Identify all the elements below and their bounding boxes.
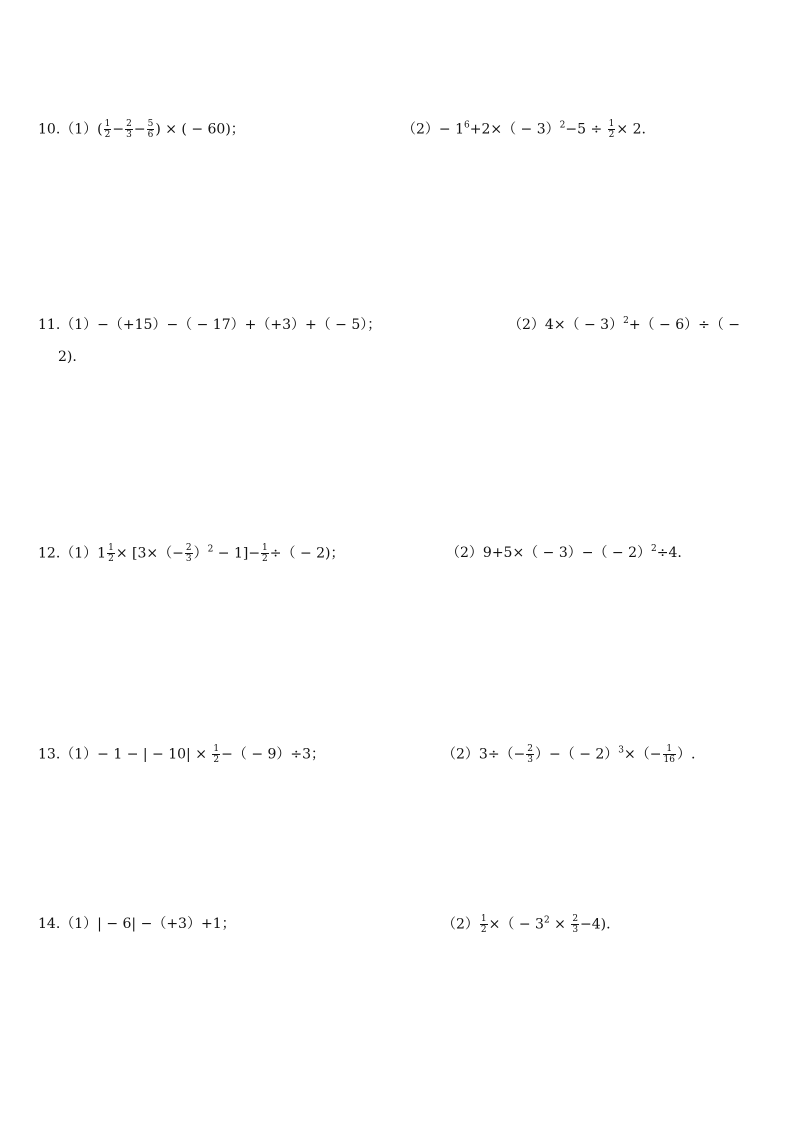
expression-text: ）. [676, 746, 696, 763]
expression-text: （2）4×（ − 3） [508, 317, 624, 333]
denominator: 6 [147, 130, 154, 140]
fraction [125, 119, 133, 140]
denominator: 3 [527, 755, 534, 765]
fraction [608, 119, 616, 140]
problem-11-part-2 [508, 315, 740, 335]
exponent: 2 [559, 120, 566, 131]
numerator: 1 [108, 543, 114, 553]
expression-text: 14.（1）| − 6| −（+3）+1； [38, 916, 236, 932]
numerator: 1 [104, 119, 111, 129]
expression-text: （2）9+5×（ − 3）−（ − 2） [446, 545, 651, 561]
expression-text: −（ − 9）÷3； [221, 746, 326, 763]
problem-12-part-1 [38, 543, 345, 564]
numerator: 1 [663, 744, 676, 755]
numerator: 2 [185, 543, 192, 553]
denominator: 3 [572, 925, 579, 935]
expression-text: +2×（ − 3） [469, 121, 560, 138]
numerator: 2 [527, 744, 534, 754]
expression-text: （2）3÷（− [442, 746, 526, 763]
expression-text: ÷（ − 2)； [269, 545, 345, 562]
expression-text: − 1]− [213, 545, 261, 562]
problem-10-label: 10.（1）( [38, 121, 103, 138]
problem-13-part-2 [442, 744, 695, 765]
problem-13-part-1 [38, 744, 325, 765]
exponent: 2 [623, 316, 629, 326]
numerator: 2 [572, 914, 579, 924]
exponent: 6 [464, 120, 470, 131]
expression-text: ×（ − 3 [488, 916, 544, 933]
expression-text: ×（− [624, 746, 662, 763]
denominator: 3 [185, 554, 192, 564]
denominator: 2 [262, 554, 268, 564]
fraction [526, 744, 534, 765]
fraction [185, 543, 193, 564]
expression-text: −4). [580, 916, 611, 933]
denominator: 2 [108, 554, 114, 564]
problem-11-continuation [58, 347, 77, 367]
problem-14-part-1 [38, 914, 236, 934]
fraction [212, 744, 220, 765]
numerator: 1 [262, 543, 268, 553]
problem-11-part-1 [38, 315, 381, 335]
exponent: 3 [618, 745, 625, 756]
fraction [480, 914, 488, 935]
denominator: 3 [126, 130, 132, 140]
problem-12-part-2 [446, 543, 682, 563]
expression-text: 13.（1）− 1 − | − 10| × [38, 746, 207, 763]
problem-10-part-2 [402, 119, 646, 140]
problem-10-part-1 [38, 119, 245, 140]
fraction [261, 543, 269, 564]
expression-text: 12.（1）1 [38, 545, 107, 562]
exponent: 2 [543, 915, 550, 926]
expression-text: ÷4. [656, 545, 682, 561]
fraction [147, 119, 155, 140]
expression-text: 2). [58, 349, 77, 365]
expression-text: 11.（1）−（+15）−（ − 17）+（+3）+（ − 5）； [38, 317, 382, 333]
operator: − [133, 121, 146, 138]
expression-text: （2）− 1 [402, 121, 464, 138]
expression-text: +（ − 6）÷（ − [628, 317, 741, 333]
numerator: 2 [126, 119, 132, 129]
denominator: 2 [480, 925, 487, 935]
operator: − [112, 121, 125, 138]
expression-text: ) × ( − 60)； [155, 121, 245, 138]
expression-text: （2） [442, 916, 479, 933]
expression-text: −5 ÷ [565, 121, 603, 138]
expression-text: × 2. [616, 121, 646, 138]
fraction [571, 914, 579, 935]
numerator: 1 [480, 914, 487, 924]
denominator: 2 [213, 755, 220, 765]
denominator: 2 [608, 130, 615, 140]
denominator: 16 [663, 755, 675, 765]
expression-text: × [3×（− [115, 545, 184, 562]
fraction [104, 119, 112, 140]
exponent: 2 [207, 544, 214, 555]
numerator: 5 [147, 119, 154, 129]
numerator: 1 [608, 119, 615, 129]
expression-text: ） [193, 545, 208, 562]
exponent: 2 [651, 544, 657, 554]
expression-text: ）−（ − 2） [535, 746, 619, 763]
expression-text: × [549, 916, 566, 933]
denominator: 2 [104, 130, 111, 140]
fraction [107, 543, 115, 564]
fraction [663, 744, 676, 765]
problem-14-part-2 [442, 914, 611, 935]
numerator: 1 [213, 744, 220, 754]
